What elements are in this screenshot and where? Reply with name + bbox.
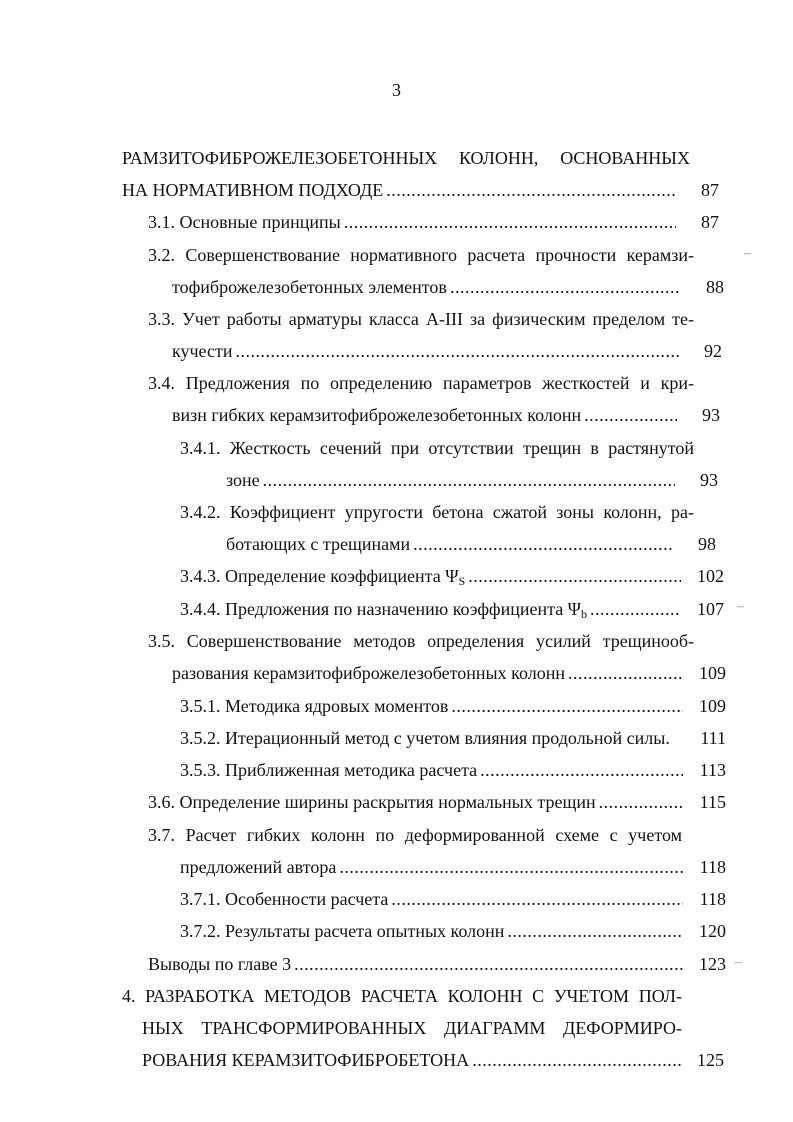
toc-entry-3-5-2[interactable]: 3.5.2. Итерационный метод с учетом влияния продольной силы. 111 <box>180 728 726 748</box>
page-ref: 111 <box>700 728 726 748</box>
toc-entry-3-4-2-line-1: 3.4.2. Коэффициент упругости бетона сжатой зоны колонн, ра- <box>180 502 694 522</box>
toc-heading-line-1: РАМЗИТОФИБРОЖЕЛЕЗОБЕТОННЫХ КОЛОНН, ОСНОВАННЫХ <box>122 148 690 168</box>
page-ref: 102 <box>697 566 724 586</box>
toc-entry-3-3-line-1: 3.3. Учет работы арматуры класса А-III за физическим пределом те- <box>148 309 694 329</box>
scan-mark: – <box>744 246 751 261</box>
page-ref: 125 <box>697 1050 724 1070</box>
toc-entry-3-7-2[interactable]: 3.7.2. Результаты расчета опытных колонн ..... 120 <box>180 919 726 943</box>
toc-entry-3-7[interactable]: предложений автора ..... 118 <box>180 855 726 879</box>
toc-entry-3-5-3[interactable]: 3.5.3. Приближенная методика расчета ..... 113 <box>180 758 726 782</box>
page-ref: 115 <box>699 792 726 812</box>
toc-entry-3-4-3[interactable]: 3.4.3. Определение коэффициента $\Psi_S$ ..... 102 <box>180 564 724 593</box>
toc-chapter-4[interactable]: РОВАНИЯ КЕРАМЗИТОФИБРОБЕТОНА ..... 125 <box>142 1048 724 1072</box>
page-ref: 123 <box>699 954 726 974</box>
toc-entry-3-7-line-1: 3.7. Расчет гибких колонн по деформированной схеме с учетом <box>148 825 682 845</box>
toc-entry-3-5[interactable]: разования керамзитофиброжелезобетонных колонн ..... 109 <box>172 661 726 685</box>
toc-entry-3-2-line-1: 3.2. Совершенствование нормативного расчета прочности керамзи- <box>148 245 694 265</box>
page-ref: 87 <box>701 180 719 200</box>
scan-mark: – <box>737 599 744 614</box>
toc-chapter-4-line-1: 4. РАЗРАБОТКА МЕТОДОВ РАСЧЕТА КОЛОНН С УЧЕТОМ ПОЛ- <box>122 986 682 1006</box>
toc-entry-3-7-1[interactable]: 3.7.1. Особенности расчета ..... 118 <box>180 887 726 911</box>
page-ref: 93 <box>700 470 718 490</box>
toc-entry-3-6[interactable]: 3.6. Определение ширины раскрытия нормальных трещин ..... 115 <box>148 790 726 814</box>
page-ref: 120 <box>699 921 726 941</box>
page-ref: 88 <box>706 277 724 297</box>
toc-entry-3-2[interactable]: тофиброжелезобетонных элементов ..... 88 <box>172 275 724 299</box>
toc-entry-3-3[interactable]: кучести ..... 92 <box>172 339 722 363</box>
page-ref: 109 <box>699 663 726 683</box>
toc-entry-3-4-2[interactable]: ботающих с трещинами ..... 98 <box>226 532 716 556</box>
toc-chapter-4-line-2: НЫХ ТРАНСФОРМИРОВАННЫХ ДИАГРАММ ДЕФОРМИРО- <box>142 1018 682 1038</box>
toc-entry-3-4[interactable]: визн гибких керамзитофиброжелезобетонных колонн ..... 93 <box>172 403 720 427</box>
toc-entry-3-5-1[interactable]: 3.5.1. Методика ядровых моментов ..... 109 <box>180 694 726 718</box>
page-ref: 92 <box>704 341 722 361</box>
scan-mark: – <box>735 955 742 970</box>
page-ref: 107 <box>697 599 724 619</box>
toc-entry-conclusions-3[interactable]: Выводы по главе 3 ..... 123 <box>148 952 726 976</box>
toc-entry-3-4-1-line-1: 3.4.1. Жесткость сечений при отсутствии трещин в растянутой <box>180 438 694 458</box>
page-ref: 109 <box>699 696 726 716</box>
page-ref: 87 <box>701 212 719 232</box>
page-ref: 118 <box>699 857 726 877</box>
toc-entry-3-5-line-1: 3.5. Совершенствование методов определения усилий трещинооб- <box>148 631 694 651</box>
page-number: 3 <box>392 80 401 100</box>
page-ref: 113 <box>699 760 726 780</box>
toc-entry-3-1[interactable]: 3.1. Основные принципы ..... 87 <box>148 210 719 234</box>
page-ref: 93 <box>702 405 720 425</box>
toc-entry-3-4-line-1: 3.4. Предложения по определению параметров жесткостей и кри- <box>148 373 694 393</box>
toc-entry-3-4-4[interactable]: 3.4.4. Предложения по назначению коэффициента $\Psi_b$ ..... 107 <box>180 597 724 626</box>
page-ref: 118 <box>699 889 726 909</box>
page-ref: 98 <box>698 534 716 554</box>
toc-entry-3-4-1[interactable]: зоне ..... 93 <box>226 468 718 492</box>
toc-heading-entry[interactable]: НА НОРМАТИВНОМ ПОДХОДЕ ..... 87 <box>122 178 719 202</box>
